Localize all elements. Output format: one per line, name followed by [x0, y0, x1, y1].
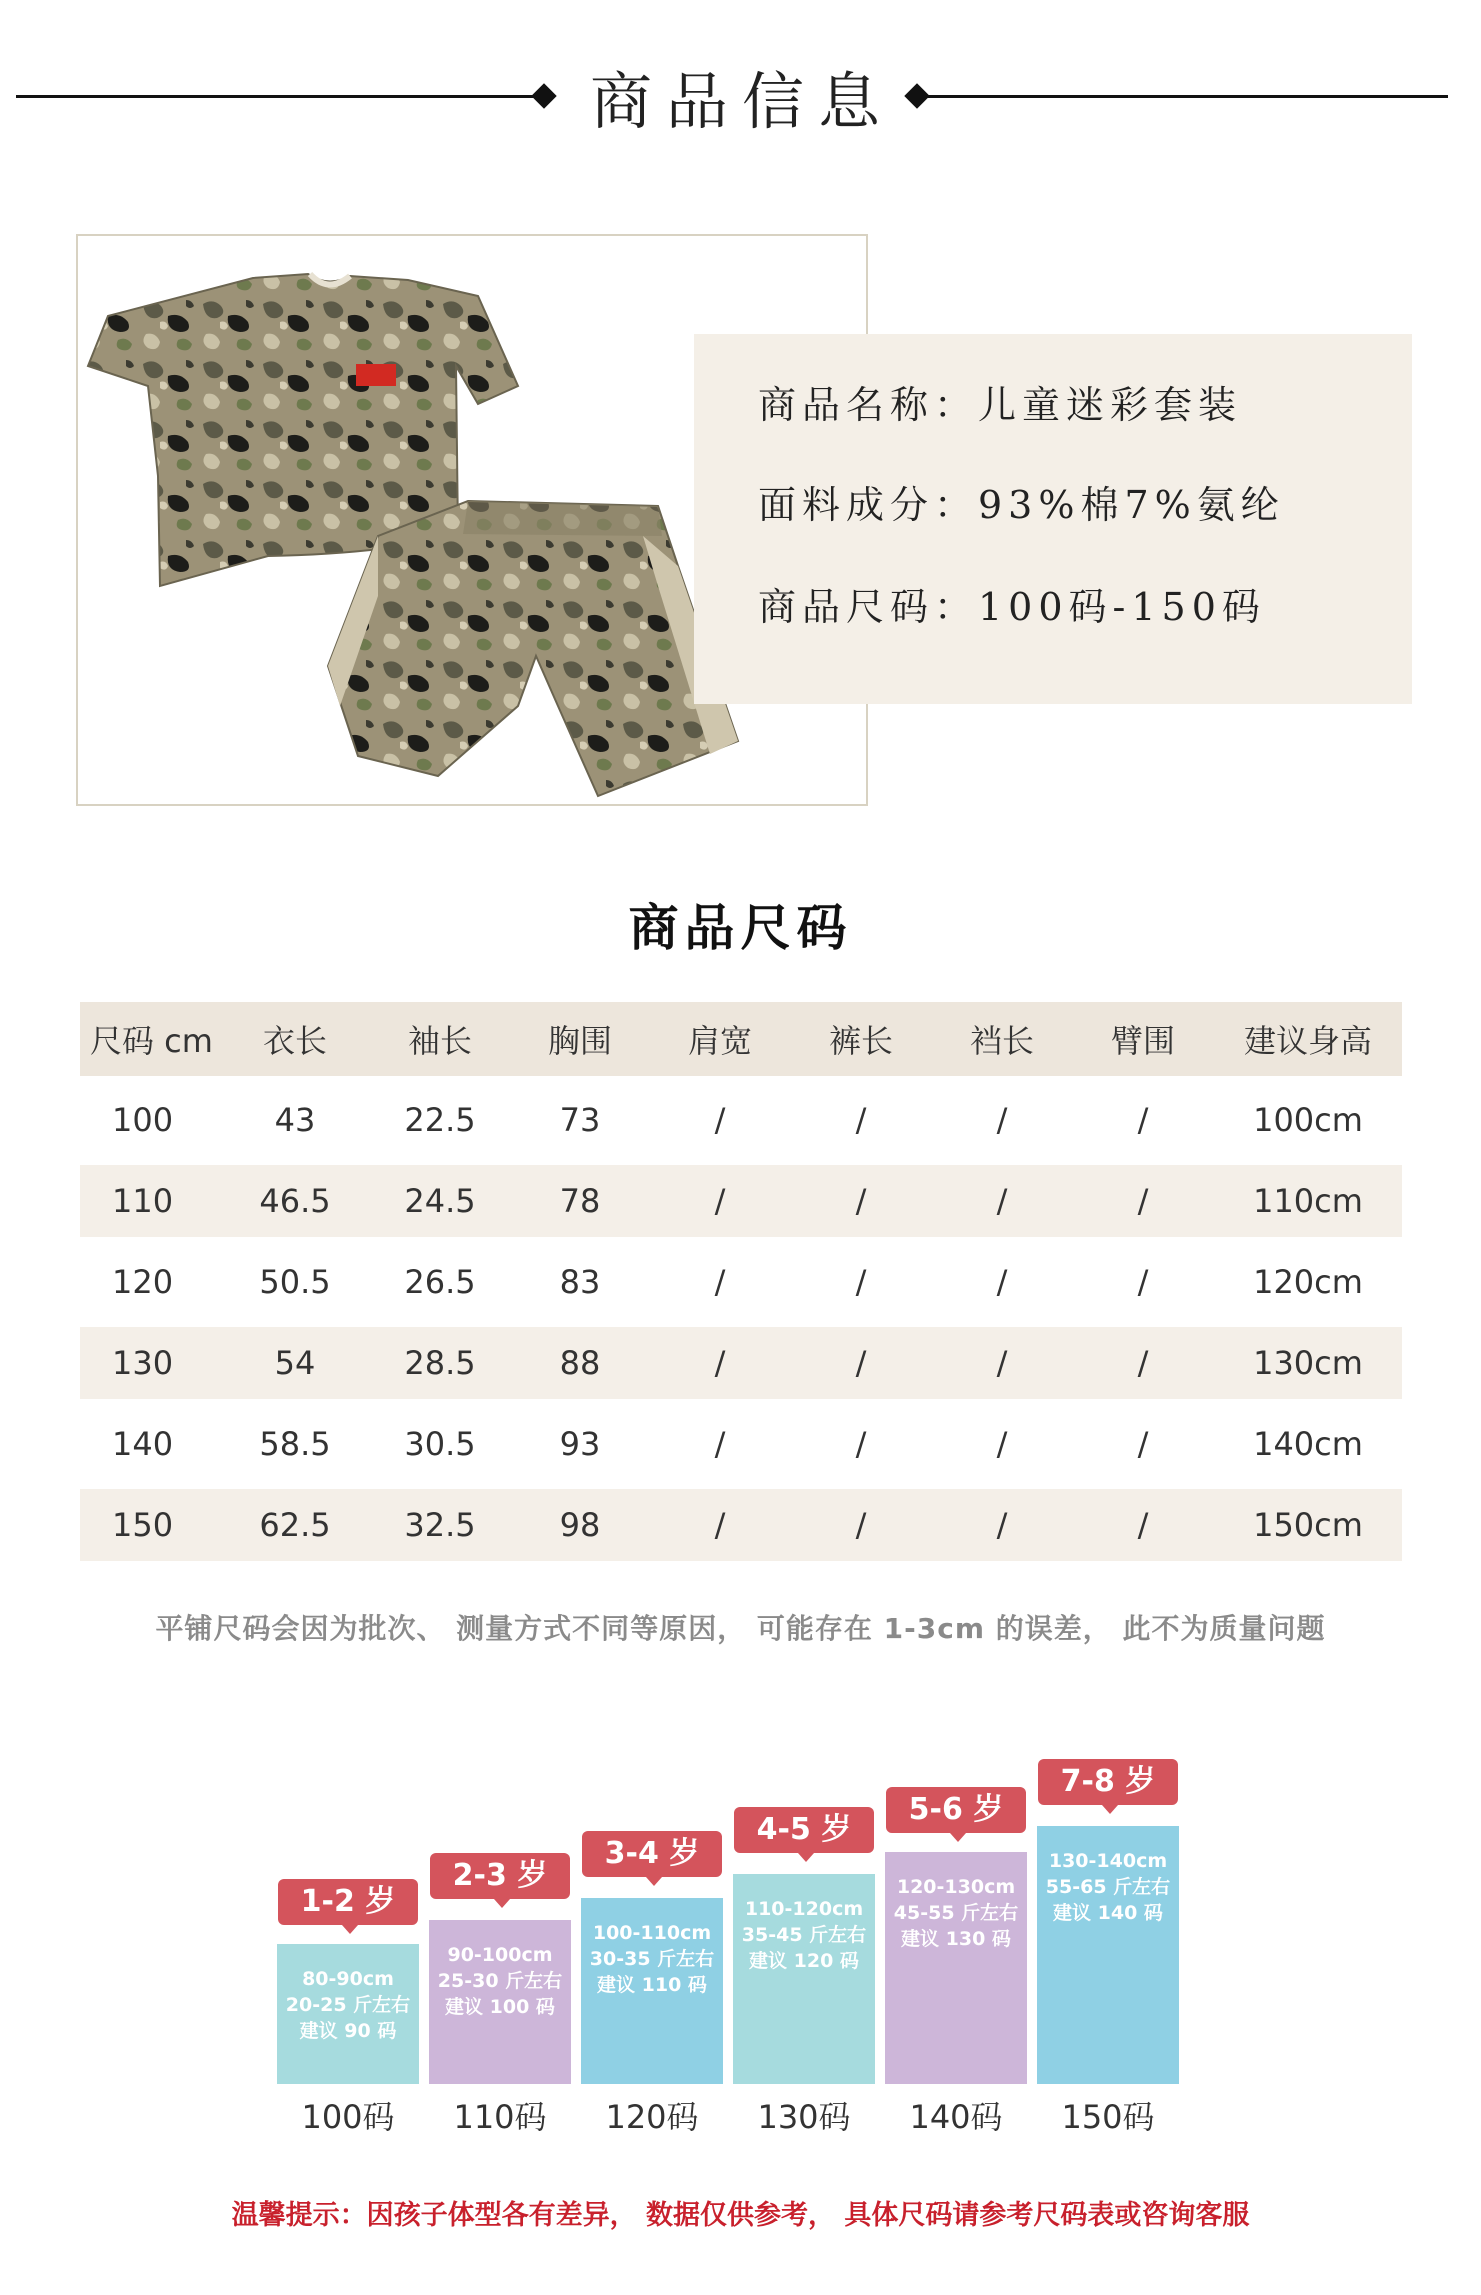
size-guide-weight: 55-65 斤左右 [1045, 1876, 1171, 1898]
size-guide-height: 130-140cm [1048, 1850, 1168, 1872]
table-cell: 130 [112, 1344, 174, 1382]
table-row [80, 1246, 1402, 1318]
table-cell: 130cm [1253, 1344, 1363, 1382]
table-cell: 98 [559, 1506, 601, 1544]
warm-tip: 温馨提示：因孩子体型各有差异， 数据仅供参考， 具体尺码请参考尺码表或咨询客服 [231, 2200, 1250, 2231]
table-row [80, 1327, 1402, 1399]
table-cell: / [714, 1182, 726, 1220]
size-guide-height: 120-130cm [896, 1876, 1016, 1898]
table-cell: 120 [112, 1263, 174, 1301]
size-section-title: 商品尺码 [628, 898, 853, 957]
table-cell: / [1137, 1506, 1149, 1544]
table-cell: 110 [112, 1182, 174, 1220]
table-cell: / [855, 1182, 867, 1220]
age-badge: 7-8 岁 [1038, 1759, 1178, 1805]
age-badge: 2-3 岁 [430, 1853, 570, 1899]
table-header-cell: 袖长 [407, 1022, 472, 1060]
size-guide-bar [885, 1852, 1027, 2084]
size-guide-suggest: 建议 120 码 [749, 1950, 859, 1972]
table-cell: 26.5 [404, 1263, 476, 1301]
table-cell: / [714, 1344, 726, 1382]
product-name: 商品名称：儿童迷彩套装 [758, 383, 1243, 427]
header-left-diamond [531, 83, 556, 108]
table-cell: 78 [559, 1182, 601, 1220]
size-guide-label: 130码 [757, 2098, 851, 2136]
table-cell: 73 [559, 1101, 601, 1139]
table-row [80, 1084, 1402, 1156]
table-cell: 22.5 [404, 1101, 476, 1139]
table-cell: / [855, 1506, 867, 1544]
table-cell: / [714, 1101, 726, 1139]
size-guide-label: 100码 [301, 2098, 395, 2136]
table-cell: / [1137, 1101, 1149, 1139]
size-guide-label: 110码 [453, 2098, 547, 2136]
age-badge: 5-6 岁 [886, 1787, 1026, 1833]
table-cell: / [1137, 1344, 1149, 1382]
table-cell: / [996, 1182, 1008, 1220]
size-guide-label: 120码 [605, 2098, 699, 2136]
table-header-cell: 臂围 [1110, 1022, 1175, 1060]
table-cell: 100 [112, 1101, 174, 1139]
table-cell: 93 [559, 1425, 601, 1463]
size-guide-bar [581, 1898, 723, 2084]
measurement-note: 平铺尺码会因为批次、 测量方式不同等原因， 可能存在 1-3cm 的误差， 此不为质量问题 [155, 1612, 1326, 1645]
table-cell: / [714, 1263, 726, 1301]
size-guide-label: 140码 [909, 2098, 1003, 2136]
table-cell: / [714, 1425, 726, 1463]
size-guide-weight: 20-25 斤左右 [285, 1994, 411, 2016]
table-cell: 140 [112, 1425, 174, 1463]
table-cell: / [996, 1506, 1008, 1544]
table-cell: 54 [274, 1344, 316, 1382]
header-right-rule [926, 95, 1448, 98]
table-row [80, 1408, 1402, 1480]
table-cell: 100cm [1253, 1101, 1363, 1139]
size-guide-bar [429, 1920, 571, 2084]
product-info-panel [694, 334, 1412, 704]
table-cell: 28.5 [404, 1344, 476, 1382]
table-cell: 62.5 [259, 1506, 331, 1544]
table-cell: 43 [274, 1101, 316, 1139]
size-guide-bar [1037, 1826, 1179, 2084]
table-header-cell: 衣长 [262, 1022, 327, 1060]
size-guide-suggest: 建议 100 码 [445, 1996, 555, 2018]
size-guide-height: 80-90cm [302, 1968, 394, 1990]
age-badge: 4-5 岁 [734, 1807, 874, 1853]
size-guide-suggest: 建议 110 码 [597, 1974, 707, 1996]
size-guide-weight: 25-30 斤左右 [437, 1970, 563, 1992]
table-cell: 150cm [1253, 1506, 1363, 1544]
table-row [80, 1489, 1402, 1561]
size-guide-height: 100-110cm [592, 1922, 712, 1944]
size-guide-bar [277, 1944, 419, 2084]
table-cell: / [996, 1263, 1008, 1301]
size-guide-height: 90-100cm [447, 1944, 553, 1966]
age-badge: 1-2 岁 [278, 1879, 418, 1925]
size-guide-weight: 30-35 斤左右 [589, 1948, 715, 1970]
size-guide-suggest: 建议 140 码 [1053, 1902, 1163, 1924]
size-guide-height: 110-120cm [744, 1898, 864, 1920]
table-cell: / [855, 1101, 867, 1139]
table-cell: / [996, 1344, 1008, 1382]
table-cell: / [855, 1344, 867, 1382]
table-cell: 110cm [1253, 1182, 1363, 1220]
table-cell: 46.5 [259, 1182, 331, 1220]
table-header-cell: 尺码 cm [90, 1022, 213, 1060]
table-cell: 120cm [1253, 1263, 1363, 1301]
size-guide-weight: 35-45 斤左右 [741, 1924, 867, 1946]
page-title: 商品信息 [590, 65, 895, 138]
table-cell: / [996, 1101, 1008, 1139]
table-cell: 83 [559, 1263, 601, 1301]
table-cell: / [855, 1263, 867, 1301]
table-cell: 150 [112, 1506, 174, 1544]
table-header-cell: 建议身高 [1243, 1022, 1372, 1060]
age-badge: 3-4 岁 [582, 1831, 722, 1877]
table-cell: 58.5 [259, 1425, 331, 1463]
size-guide-weight: 45-55 斤左右 [893, 1902, 1019, 1924]
table-header-cell: 裤长 [828, 1022, 893, 1060]
size-range: 商品尺码：100码-150码 [758, 585, 1266, 629]
size-guide-suggest: 建议 90 码 [299, 2020, 397, 2042]
table-cell: / [1137, 1425, 1149, 1463]
table-header-cell: 胸围 [547, 1022, 612, 1060]
table-cell: 140cm [1253, 1425, 1363, 1463]
fabric-composition: 面料成分：93%棉7%氨纶 [758, 483, 1285, 527]
table-cell: 50.5 [259, 1263, 331, 1301]
size-guide-bar [733, 1874, 875, 2084]
table-cell: / [714, 1506, 726, 1544]
table-header-row [80, 1002, 1402, 1076]
table-cell: / [1137, 1263, 1149, 1301]
size-guide-label: 150码 [1061, 2098, 1155, 2136]
header-left-rule [16, 95, 536, 98]
table-cell: / [855, 1425, 867, 1463]
table-header-cell: 裆长 [969, 1022, 1034, 1060]
table-cell: 32.5 [404, 1506, 476, 1544]
size-guide-suggest: 建议 130 码 [901, 1928, 1011, 1950]
table-cell: / [996, 1425, 1008, 1463]
table-cell: 30.5 [404, 1425, 476, 1463]
flag-patch [356, 364, 396, 386]
table-row [80, 1165, 1402, 1237]
table-cell: 24.5 [404, 1182, 476, 1220]
table-cell: / [1137, 1182, 1149, 1220]
table-cell: 88 [559, 1344, 601, 1382]
table-header-cell: 肩宽 [687, 1022, 752, 1060]
